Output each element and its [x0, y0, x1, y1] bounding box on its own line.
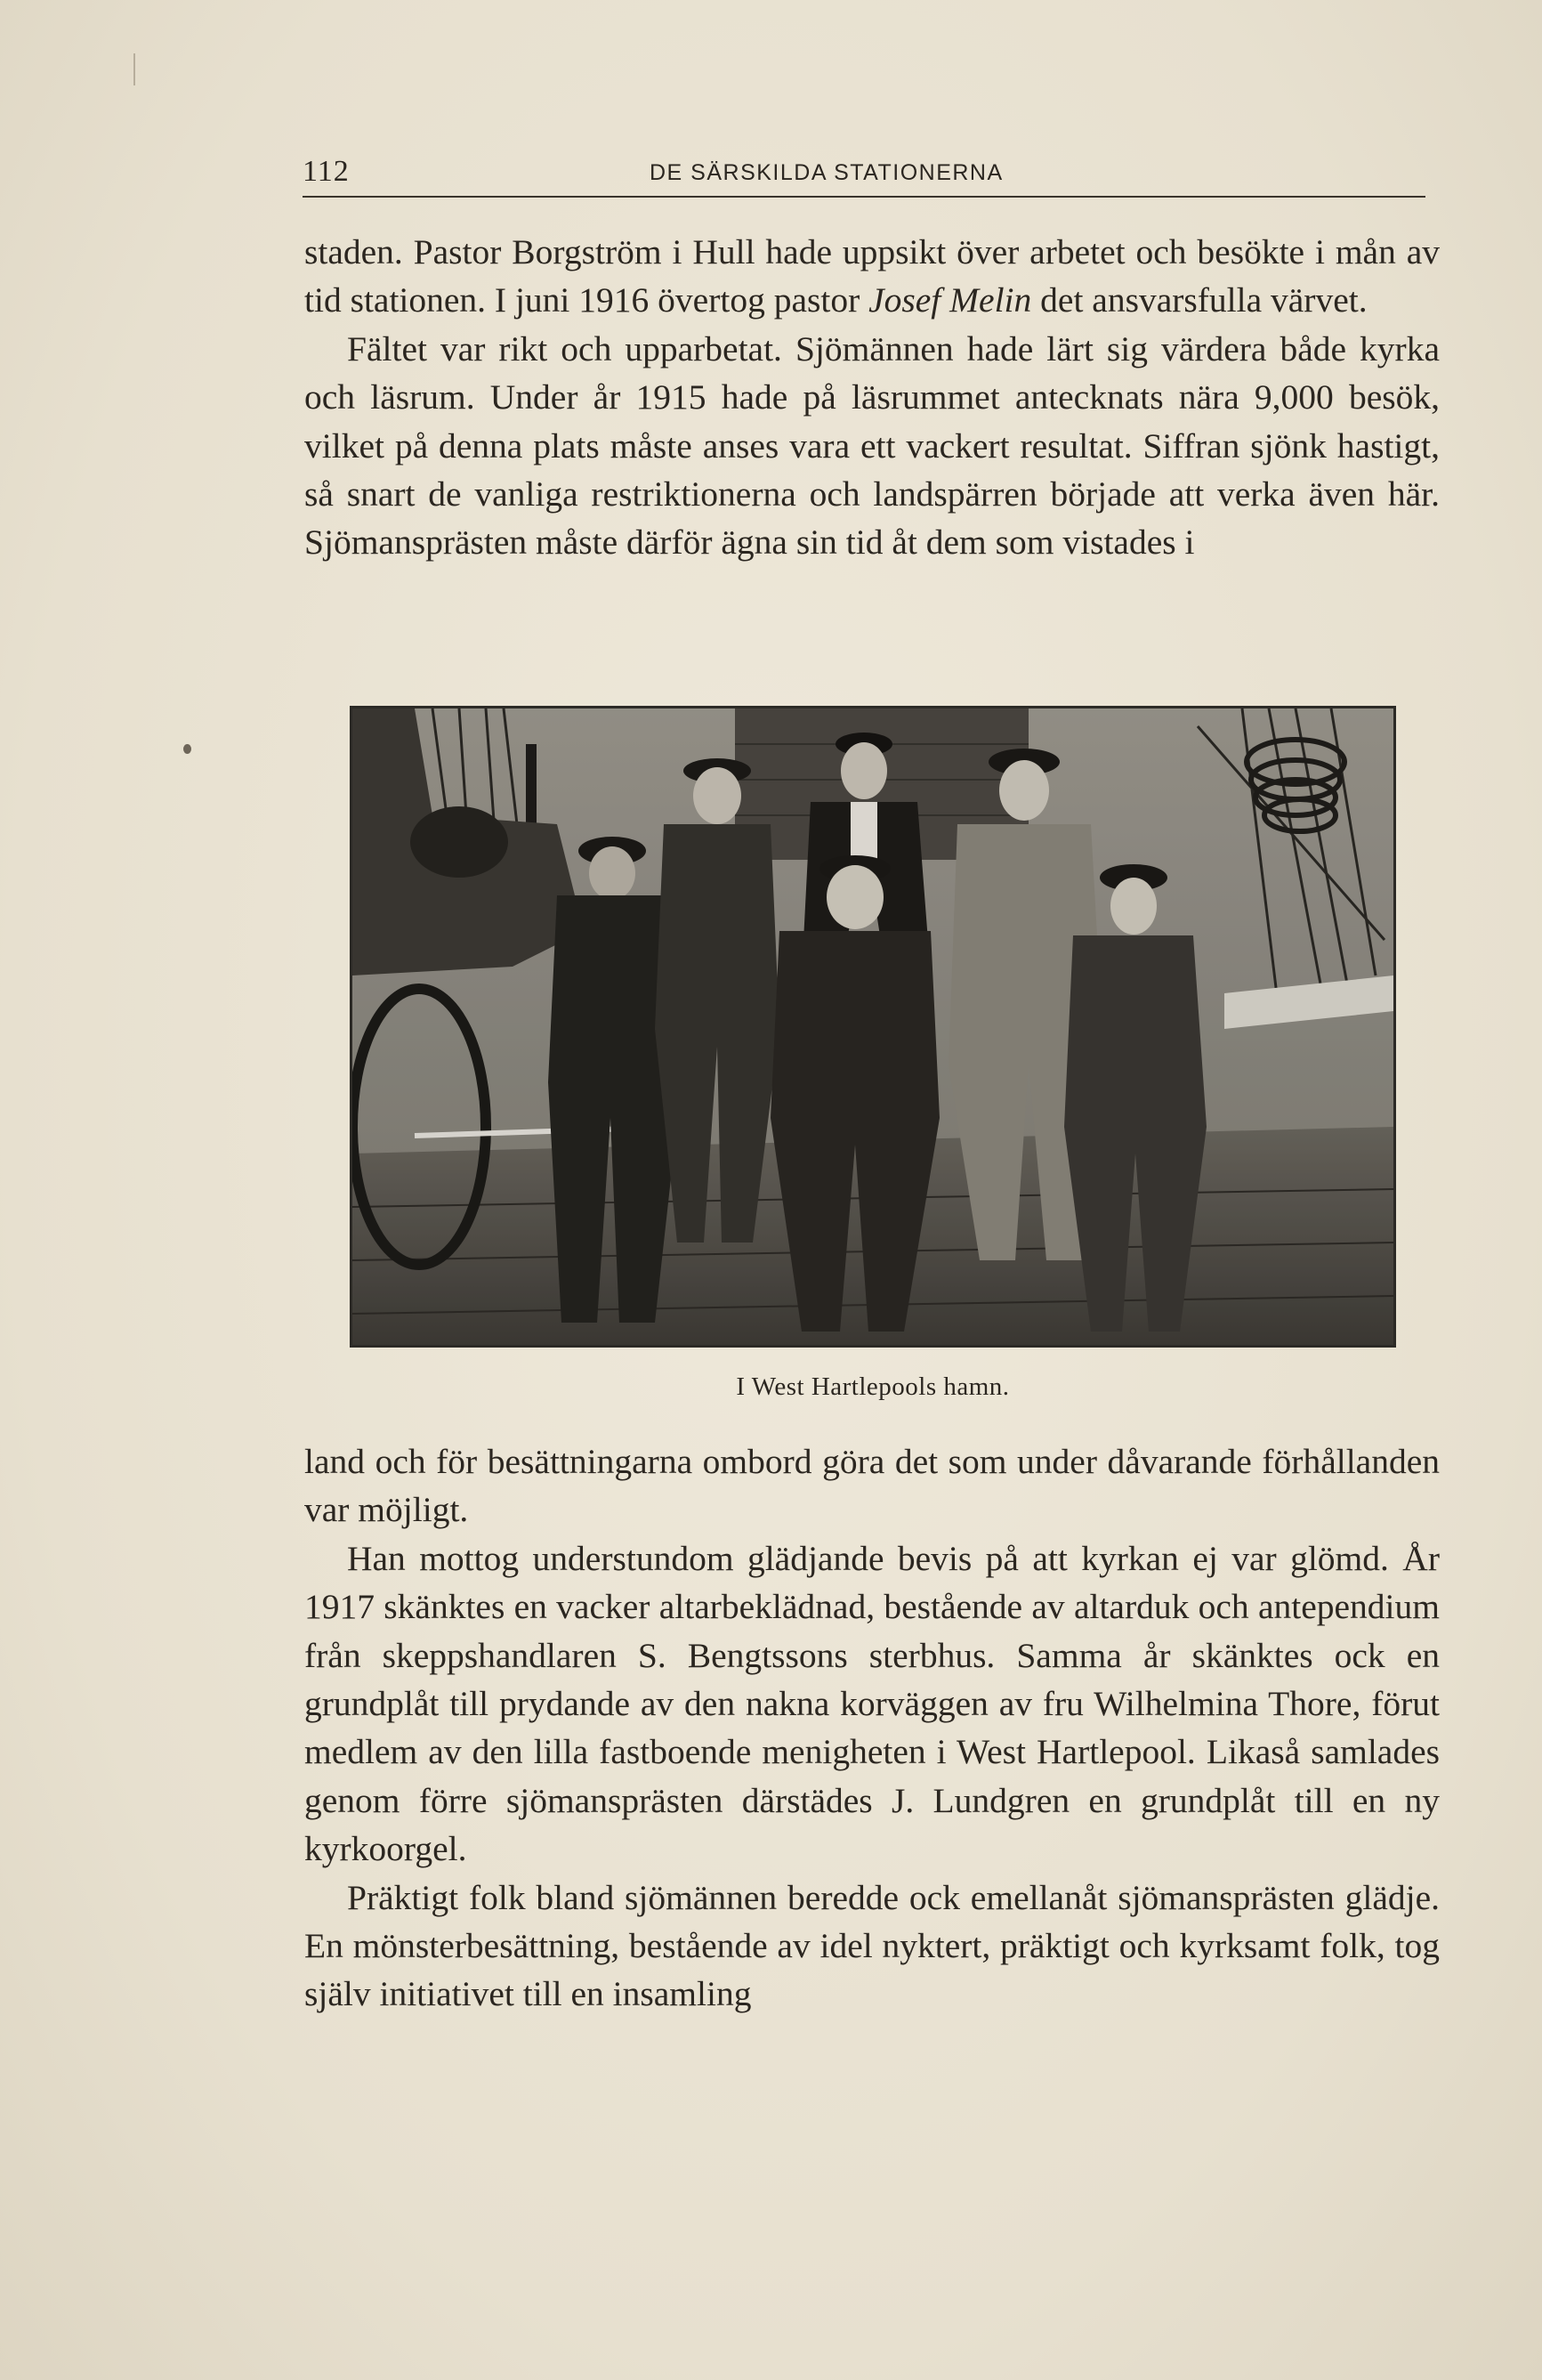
paragraph-1-text-a: staden. Pastor Borgström i Hull hade uppsikt över arbetet och besökte i mån av tid stationen. I juni 1916 övertog pastor — [304, 232, 1440, 320]
page-header — [303, 150, 1425, 198]
ink-speck — [183, 744, 191, 754]
photograph — [350, 706, 1396, 1348]
photograph-of-seven-sailors-on-ship-deck — [352, 708, 1393, 1345]
body-text-bottom — [304, 1437, 1440, 2019]
photo-caption: I West Hartlepools hamn. — [736, 1372, 1010, 1401]
person-name-italic: Josef Melin — [868, 280, 1032, 320]
page-number: 112 — [303, 155, 350, 188]
body-text-top — [304, 228, 1440, 567]
paragraph-3: land och för besättningarna ombord göra det som under dåvarande förhållanden var möjligt. — [304, 1442, 1440, 1530]
paragraph-5: Präktigt folk bland sjömännen beredde ock emellanåt sjömansprästen glädje. En mönsterbesättning, bestående av idel nyktert, präktigt och kyrksamt folk, tog själv initiativet till en insamling — [304, 1877, 1440, 2014]
scan-edge-mark — [133, 53, 135, 85]
paragraph-1-text-b: det ansvarsfulla värvet. — [1031, 280, 1368, 320]
paragraph-4: Han mottog understundom glädjande bevis på att kyrkan ej var glömd. År 1917 skänktes en vacker altarbeklädnad, bestående av altarduk och antependium från skeppshandlaren S. Bengtssons sterbhus. Samma år skänktes ock en grundplåt till prydande av den nakna korväggen av fru Wilhelmina Thore, förut medlem av den lilla fastboende menigheten i West Hartlepool. Likaså samlades genom förre sjömansprästen därstädes J. Lundgren en grundplåt till en ny kyrkoorgel. — [304, 1538, 1440, 1869]
running-head: DE SÄRSKILDA STATIONERNA — [650, 160, 1004, 185]
paragraph-1 — [304, 228, 1440, 325]
paragraph-2: Fältet var rikt och upparbetat. Sjömännen hade lärt sig värdera både kyrka och läsrum. Under år 1915 hade på läsrummet antecknats nära 9,000 besök, vilket på denna plats måste anses vara ett vackert resultat. Siffran sjönk hastigt, så snart de vanliga restriktionerna och landspärren började att verka även här. Sjömansprästen måste därför ägna sin tid åt dem som vistades i — [304, 328, 1440, 563]
